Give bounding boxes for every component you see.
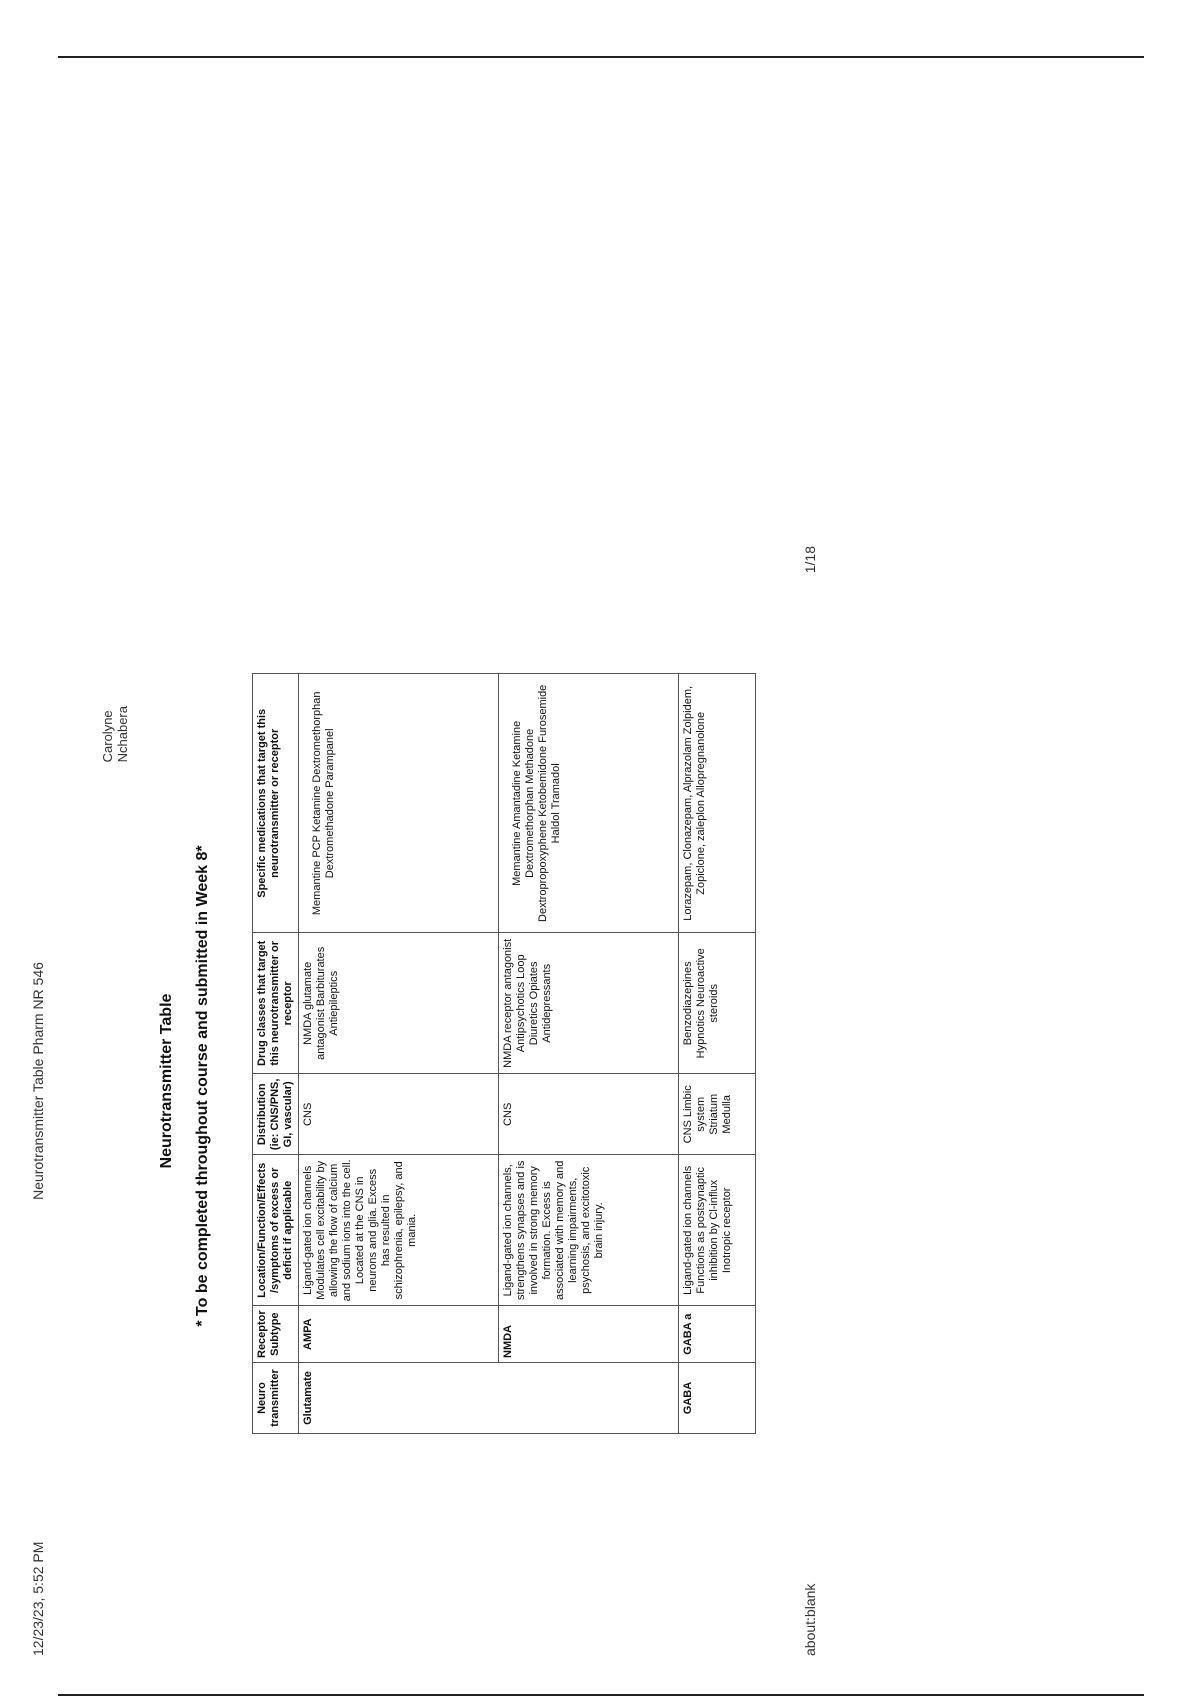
receptor-nmda: NMDA bbox=[499, 1306, 679, 1363]
medications-ampa: Memantine PCP Ketamine Dextromethorphan Dextromethadone Parampanel bbox=[299, 674, 499, 933]
neurotransmitter-table bbox=[252, 673, 756, 1434]
medications-nmda: Memantine Amantadine Ketamine Dextromethorphan Methadone Dextropropoxyphene Ketobemidone Furosemide Haldol Tramadol bbox=[499, 674, 679, 933]
rotated-document-page bbox=[30, 506, 830, 1656]
drug-classes-nmda: NMDA receptor antagonist Antipsychotics Loop Diuretics Opiates Antidepressants bbox=[499, 933, 679, 1074]
distribution-ampa: CNS bbox=[299, 1074, 499, 1155]
table-header-row bbox=[253, 674, 299, 1434]
print-page-number: 1/18 bbox=[802, 546, 818, 574]
receptor-gaba-a: GABA a bbox=[679, 1306, 756, 1363]
print-doc-title: Neurotransmitter Table Pharm NR 546 bbox=[30, 962, 46, 1200]
location-ampa: Ligand-gated ion channels Modulates cell excitability by allowing the flow of calcium and sodium ions into the cell. Located at the CNS in neurons and glia. Excess has resulted in schizophrenia, epilepsy, and mania. bbox=[299, 1155, 499, 1306]
table-row bbox=[679, 674, 756, 1434]
drug-classes-ampa: NMDA glutamate antagonist Barbiturates Antiepileptics bbox=[299, 933, 499, 1074]
header-distribution: Distribution (ie: CNS/PNS, GI, vascular) bbox=[253, 1074, 299, 1155]
top-rule bbox=[58, 56, 1144, 58]
location-gaba-a-text: Ligand-gated ion channels Functions as postsynaptic inhibition by Cl-influx Inotropic receptor bbox=[682, 1165, 733, 1295]
receptor-ampa: AMPA bbox=[299, 1306, 499, 1363]
header-medications: Specific medications that target this neurotransmitter or receptor bbox=[253, 674, 299, 933]
distribution-nmda: CNS bbox=[499, 1074, 679, 1155]
location-gaba-a bbox=[679, 1155, 756, 1306]
author-name bbox=[100, 706, 130, 762]
table-row bbox=[499, 674, 679, 1434]
author-first-name: Carolyne bbox=[100, 710, 115, 763]
print-url: about:blank bbox=[802, 1583, 818, 1656]
header-drug-classes: Drug classes that target this neurotransmitter or receptor bbox=[253, 933, 299, 1074]
bottom-rule bbox=[58, 1694, 1144, 1696]
drug-classes-gaba-a bbox=[679, 933, 756, 1074]
medications-gaba-a bbox=[679, 674, 756, 933]
neuro-glutamate: Glutamate bbox=[299, 1363, 679, 1434]
drug-classes-gaba-a-text: Benzodiazepines Hypnotics Neuroactive steroids bbox=[682, 948, 720, 1059]
distribution-gaba-a bbox=[679, 1074, 756, 1155]
print-datetime: 12/23/23, 5:52 PM bbox=[30, 1541, 46, 1656]
neuro-gaba: GABA bbox=[679, 1363, 756, 1434]
header-neuro: Neuro transmitter bbox=[253, 1363, 299, 1434]
medications-gaba-a-text: Lorazepam, Clonazepam, Alprazolam Zolpidem, Zopiclone, zaleplon Allopregnanolone bbox=[682, 685, 707, 921]
location-nmda: Ligand-gated ion channels, strengthens synapses and is involved in strong memory formation. Excess is associated with memory and learning impairments, psychosis, and excitotoxic brain injury. bbox=[499, 1155, 679, 1306]
distribution-gaba-a-text: CNS Limbic system Striatum Medulla bbox=[682, 1085, 733, 1144]
document-subtitle: * To be completed throughout course and submitted in Week 8* bbox=[194, 845, 211, 1327]
header-receptor: Receptor Subtype bbox=[253, 1306, 299, 1363]
table-row bbox=[299, 674, 499, 1434]
author-last-name: Nchabera bbox=[115, 706, 130, 763]
document-title: Neurotransmitter Table bbox=[158, 993, 175, 1169]
header-location: Location/Function/Effects /symptoms of excess or deficit if applicable bbox=[253, 1155, 299, 1306]
